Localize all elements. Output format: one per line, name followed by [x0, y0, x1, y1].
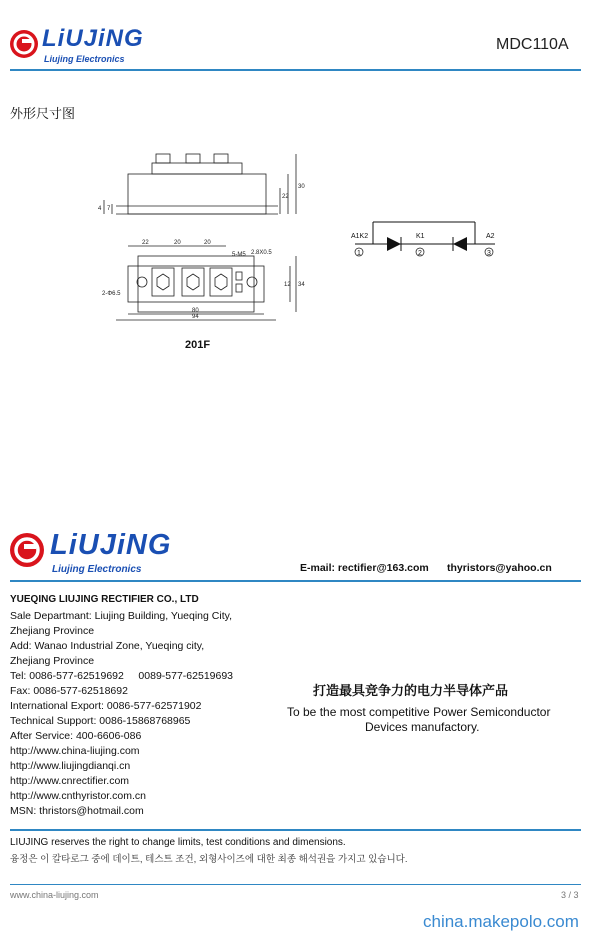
dim-top-94: 94 [192, 314, 199, 320]
brand-wordmark: LiUJiNG [42, 25, 144, 52]
section-title: 外形尺寸图 [10, 106, 76, 121]
disclaimer-korean: 융정은 이 칼타로그 중에 데이트, 테스트 조건, 외형사이즈에 대한 최종 해석권을 가지고 있습니다. [10, 854, 408, 865]
terminal-label-3: A2 [486, 233, 495, 240]
company-name: YUEQING LIUJING RECTIFIER CO., LTD [10, 594, 199, 605]
email-secondary: thyristors@yahoo.cn [447, 562, 552, 574]
dim-side-22: 22 [282, 194, 289, 200]
package-label: 201F [185, 339, 211, 351]
contact-block [10, 609, 233, 819]
dim-top-80: 80 [192, 308, 199, 314]
contact-line: After Service: 400-6606-086 [10, 730, 142, 742]
contact-line: Zhejiang Province [10, 655, 95, 667]
footer-brand-wordmark: LiUJiNG [50, 529, 172, 561]
contact-line: Add: Wanao Industrial Zone, Yueqing city, [10, 640, 205, 652]
footer-logo-icon [10, 533, 44, 567]
brand-subtitle: Liujing Electronics [44, 54, 125, 64]
dim-side-7: 7 [107, 206, 111, 212]
terminal-pin-3: 3 [487, 250, 491, 257]
disclaimer-english: LIUJING reserves the right to change limits, test conditions and dimensions. [10, 837, 346, 848]
dim-top-22: 22 [142, 240, 149, 246]
dim-top-20a: 20 [174, 240, 181, 246]
website-link[interactable]: http://www.cnthyristor.com.cn [10, 790, 146, 802]
website-link[interactable]: http://www.cnrectifier.com [10, 775, 130, 787]
footer-divider-bottom [10, 884, 581, 885]
terminal-label-2: K1 [416, 233, 425, 240]
page-number: 3 / 3 [561, 890, 579, 900]
dim-top-hole: 2-Φ6.5 [102, 291, 121, 297]
contact-line: International Export: 0086-577-62571902 [10, 700, 202, 712]
website-link[interactable]: http://www.liujingdianqi.cn [10, 760, 131, 772]
circuit-diagram [345, 218, 505, 260]
slogan-english-1: To be the most competitive Power Semiconductor [287, 705, 551, 719]
contact-line: Tel: 0086-577-62519692 0089-577-62519693 [10, 670, 234, 682]
footer-website[interactable]: www.china-liujing.com [10, 890, 99, 900]
terminal-pin-2: 2 [418, 250, 422, 257]
contact-line: Zhejiang Province [10, 625, 95, 637]
slogan-english-2: Devices manufactory. [365, 720, 480, 734]
website-link[interactable]: http://www.china-liujing.com [10, 745, 140, 757]
part-number: MDC110A [496, 36, 569, 53]
watermark: china.makepolo.com [423, 912, 579, 931]
contact-line: Technical Support: 0086-15868768965 [10, 715, 191, 727]
terminal-pin-1: 1 [357, 250, 361, 257]
contact-line: Fax: 0086-577-62518692 [10, 685, 128, 697]
contact-line: Sale Departmant: Liujing Building, Yueqing City, [10, 610, 232, 622]
dim-side-4: 4 [98, 206, 102, 212]
package-drawing [96, 148, 306, 328]
dim-side-30: 30 [298, 184, 305, 190]
footer-brand-subtitle: Liujing Electronics [52, 564, 142, 575]
dim-top-34: 34 [298, 282, 305, 288]
dim-top-12: 12 [284, 282, 291, 288]
dim-top-20b: 20 [204, 240, 211, 246]
slogan-chinese: 打造最具竞争力的电力半导体产品 [313, 683, 509, 698]
contact-line: MSN: thristors@hotmail.com [10, 805, 144, 817]
email-primary: E-mail: rectifier@163.com [300, 562, 429, 574]
liujing-logo-icon [10, 30, 38, 58]
dim-top-tab: 2.8X0.5 [251, 250, 272, 256]
footer-divider-mid [10, 829, 581, 831]
terminal-label-1: A1K2 [351, 233, 369, 240]
dim-top-5m5: 5-M5 [232, 252, 246, 258]
header-divider [10, 69, 581, 71]
footer-divider-top [10, 580, 581, 582]
